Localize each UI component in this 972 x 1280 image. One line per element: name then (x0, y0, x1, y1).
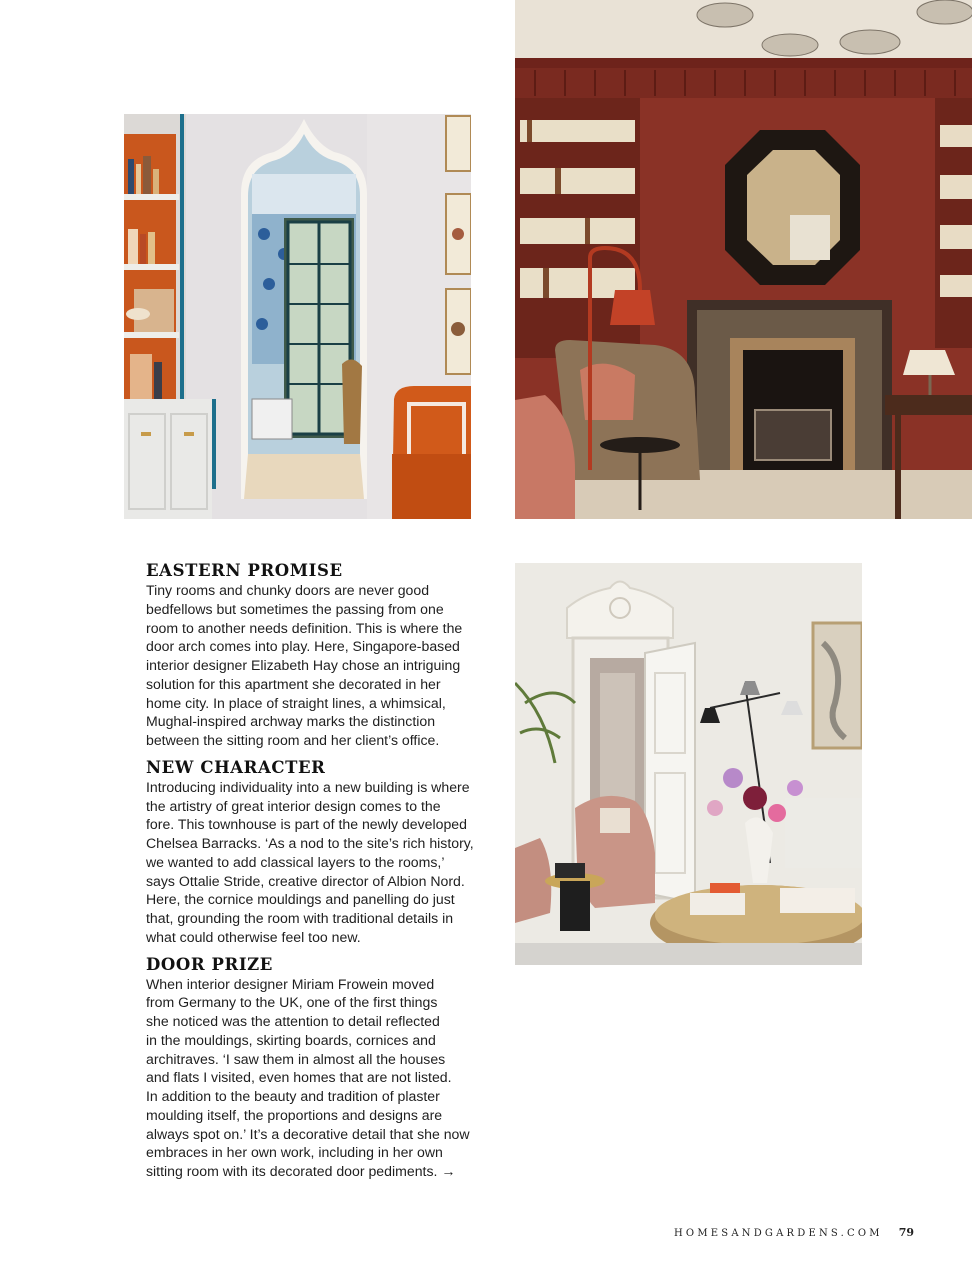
section-body: Tiny rooms and chunky doors are never good bedfellows but sometimes the passing from one room to another needs definition. This is where the door arch comes into play. Here, Singapore-based interior designer Elizabeth Hay chose an intriguing solution for this apartment she decorated in her home city. In place of straight lines, a whimsical, Mughal-inspired archway marks the distinction between the sitting room and her client’s office. (146, 582, 463, 748)
red-room-photo (515, 0, 972, 519)
white-room-photo (515, 563, 862, 965)
section-body: When interior designer Miriam Frowein moved from Germany to the UK, one of the first things she noticed was the attention to detail reflected in the mouldings, skirting boards, cornices and architraves. ‘I saw them in almost all the houses and flats I visited, even homes that are not listed. In addition to the beauty and tradition of plaster moulding itself, the proportions and designs are always spot on.’ It’s a decorative detail that she now embraces in her own work, including in her own sitting room with its decorated door pediments. → (146, 975, 470, 1179)
site-url: HOMESANDGARDENS.COM (674, 1228, 883, 1239)
section-door-prize (146, 955, 476, 1181)
section-heading: DOOR PRIZE (146, 954, 273, 974)
page-number: 79 (898, 1226, 914, 1239)
article-text-column (146, 561, 476, 1189)
section-heading: EASTERN PROMISE (146, 561, 343, 580)
section-eastern-promise (146, 561, 476, 750)
section-body: Introducing individuality into a new building is where the artistry of great interior design comes to the fore. This townhouse is part of the newly developed Chelsea Barracks. ‘As a nod to the site’s rich history, we wanted to add classical layers to the rooms,’ says Ottalie Stride, creative director of Albion Nord. Here, the cornice mouldings and panelling do just that, grounding the room with traditional details in what could otherwise feel too new. (146, 778, 474, 945)
page-footer (674, 1226, 914, 1239)
section-new-character (146, 758, 476, 947)
section-heading: NEW CHARACTER (146, 757, 326, 777)
archway-photo (124, 114, 471, 519)
